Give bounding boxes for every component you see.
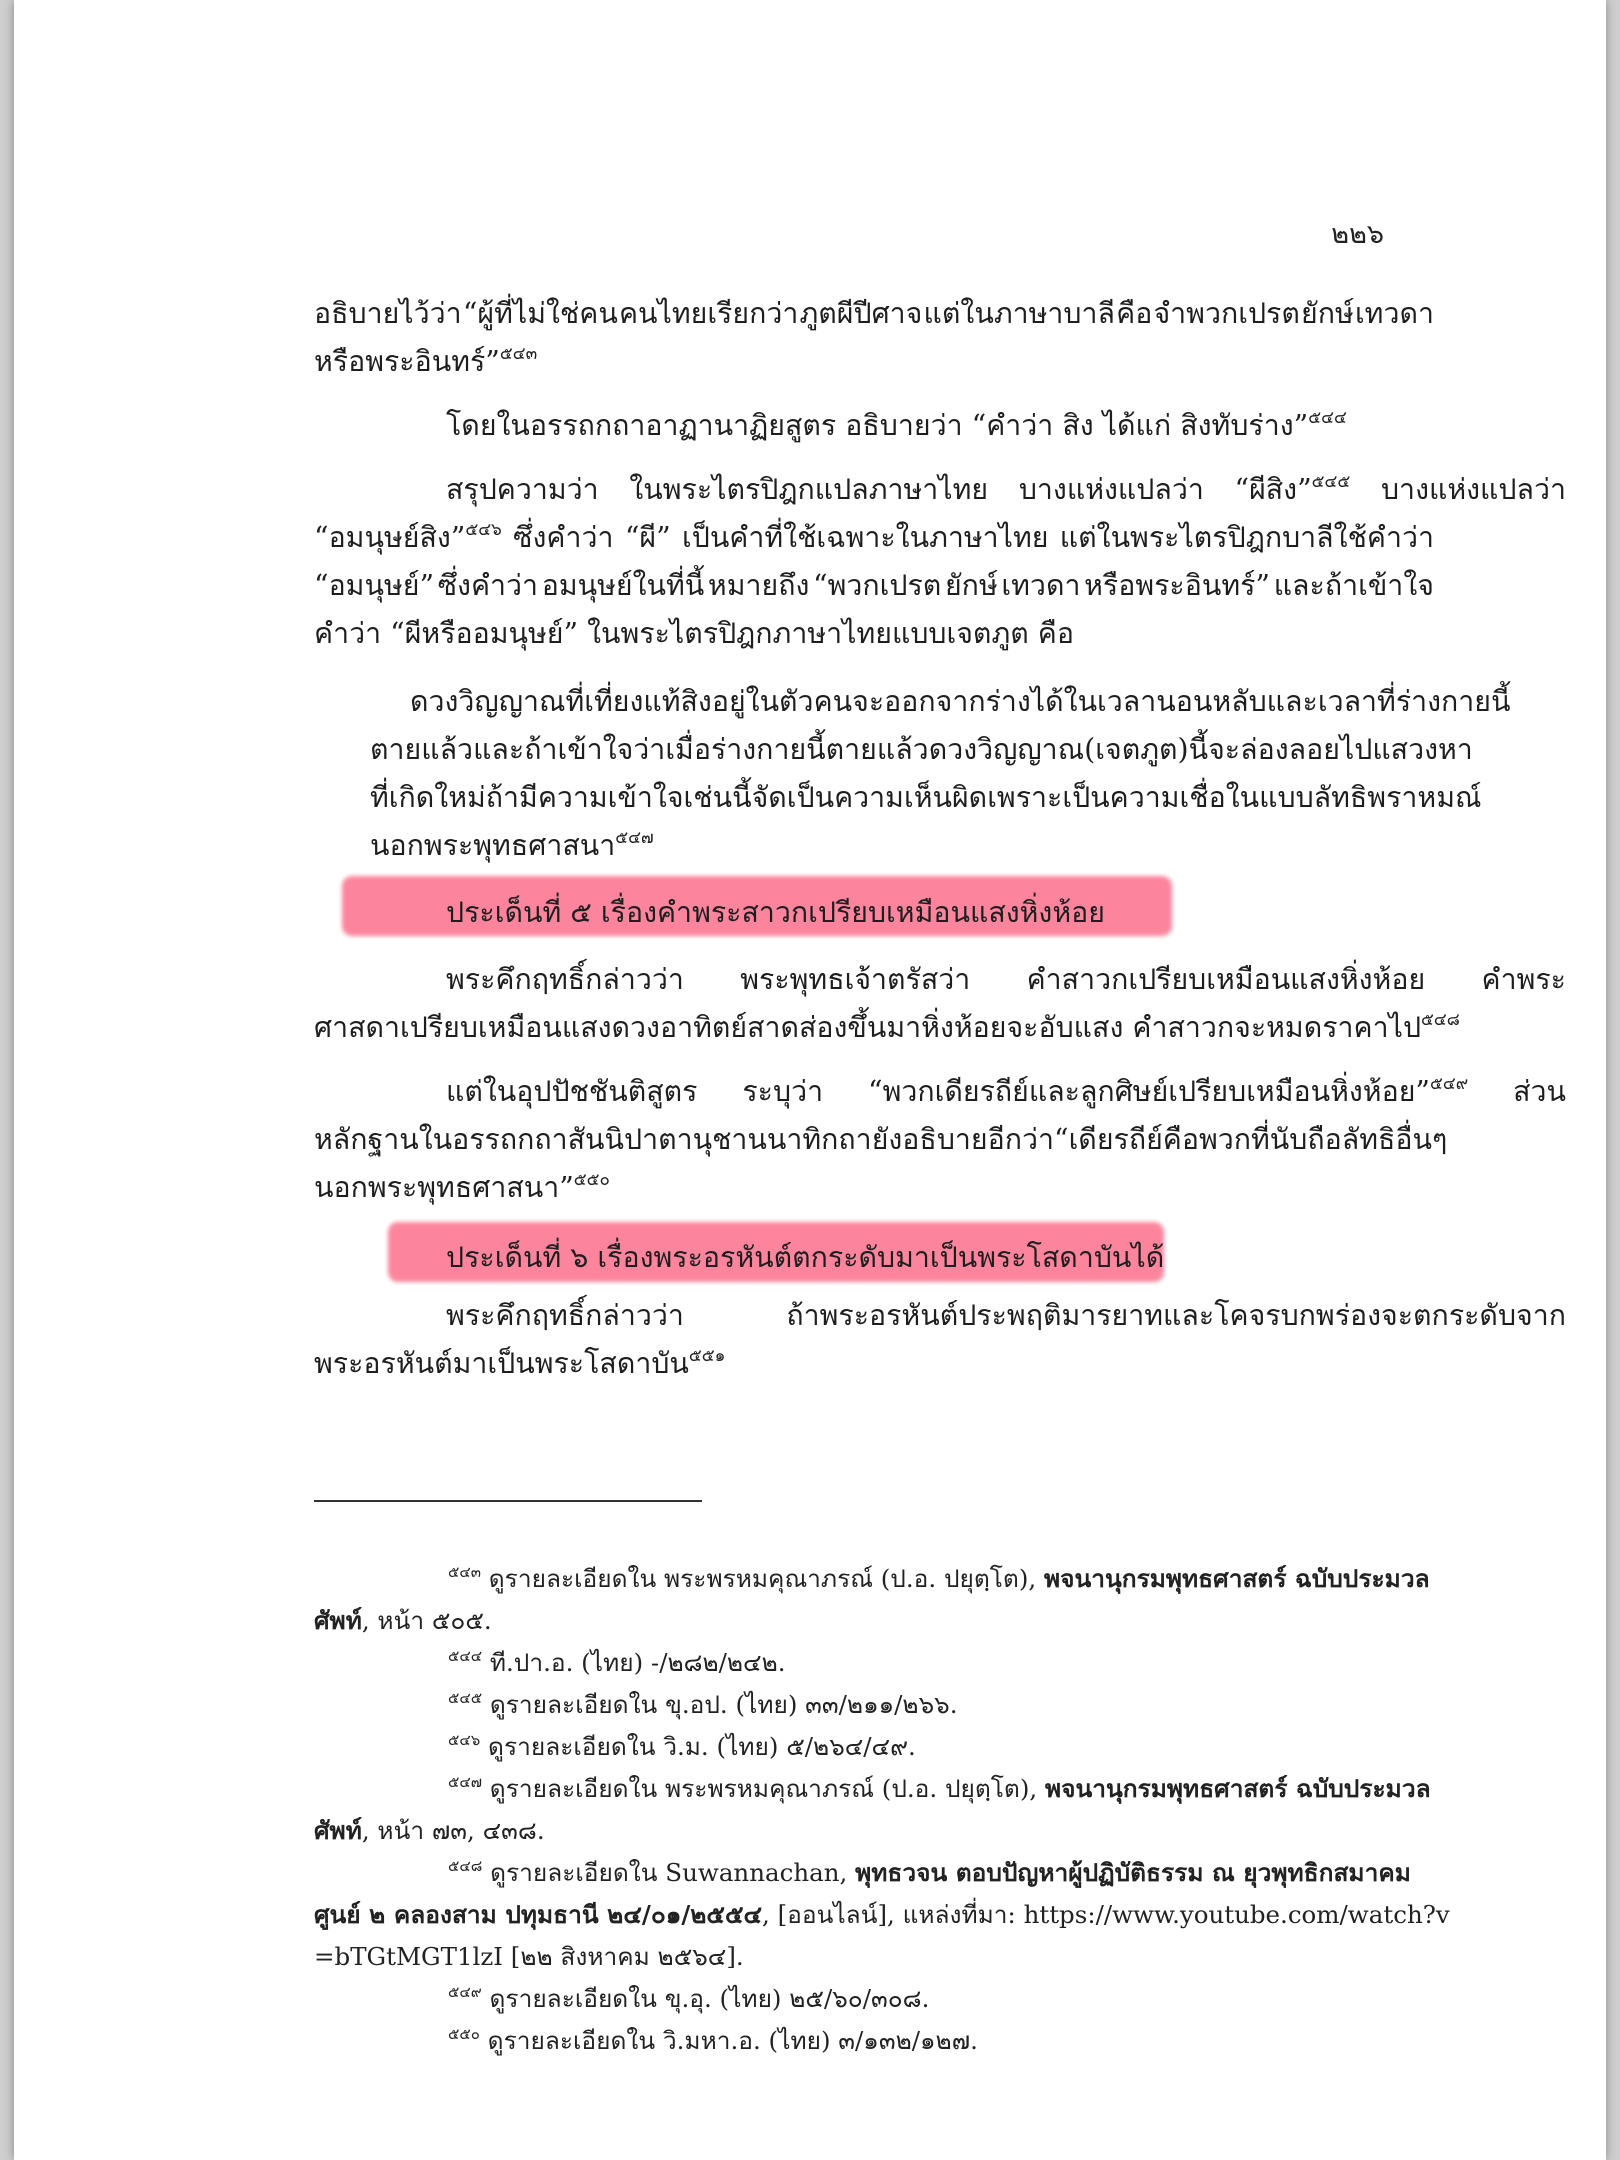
- section-heading-5: ประเด็นที่ ๕ เรื่องคำพระสาวกเปรียบเหมือนแสงหิ่งห้อย: [446, 896, 1105, 929]
- text-segment: หมายถึง: [707, 569, 810, 602]
- text-segment: ดูรายละเอียดใน Suwannachan,: [490, 1858, 848, 1887]
- page-number: ๒๒๖: [1331, 219, 1384, 250]
- text-segment: จะออกจากร่างได้ในเวลานอนหลับและเวลาที่ร่างกายนี้: [852, 685, 1511, 718]
- text-segment: นอกพระพุทธศาสนา”: [314, 1171, 574, 1204]
- text-segment: ซึ่งคำว่า: [437, 569, 539, 602]
- text-segment: พระคึกฤทธิ์กล่าวว่า: [446, 1299, 684, 1332]
- text-segment: ยักษ์: [1301, 297, 1354, 330]
- footnote-number: ๕๔๖: [448, 1731, 481, 1749]
- video-title: พุทธวจน ตอบปัญหาผู้ปฏิบัติธรรม ณ ยุวพุทธิกสมาคม: [855, 1858, 1411, 1887]
- text-segment: และถ้าเข้าใจ: [1273, 569, 1434, 602]
- text-segment: , หน้า ๗๓, ๔๓๘.: [361, 1816, 545, 1845]
- text-segment: ยังอธิบายอีกว่า: [871, 1123, 1054, 1156]
- text-segment: “ผู้ที่ไม่ใช่คน: [462, 297, 618, 330]
- block-quote-line-1: [370, 678, 1511, 726]
- text-segment: เพราะเป็นความเชื่อในแบบลัทธิพราหมณ์: [987, 781, 1482, 814]
- text-segment: ยักษ์: [944, 569, 998, 602]
- footnote-number: ๕๔๙: [448, 1983, 482, 2001]
- text-segment: และถ้าเข้าใจว่า: [473, 733, 666, 766]
- text-segment: เทวดา: [1354, 297, 1434, 330]
- book-title: พจนานุกรมพุทธศาสตร์ ฉบับประมวล: [1043, 1564, 1430, 1593]
- footnote-549: [314, 1978, 1568, 2020]
- footnote-ref[interactable]: ๕๔๗: [615, 828, 654, 848]
- source-link[interactable]: , [ออนไลน์], แหล่งที่มา: https://www.youtube.com/watch?v: [762, 1900, 1450, 1929]
- footnote-547: [314, 1768, 1568, 1810]
- text-segment: ดวงวิญญาณ: [928, 733, 1085, 766]
- text-segment: “ผีสิง”: [1234, 473, 1312, 506]
- footnote-ref[interactable]: ๕๔๘: [1421, 1010, 1460, 1030]
- book-title: พจนานุกรมพุทธศาสตร์ ฉบับประมวล: [1045, 1774, 1431, 1803]
- footnote-ref[interactable]: ๕๔๓: [499, 344, 538, 364]
- text-segment: ดวงวิญญาณที่เที่ยงแท้สิงอยู่ในตัวคน: [410, 685, 853, 718]
- text-segment: นี้จะล่องลอยไปแสวงหา: [1188, 733, 1473, 766]
- text-segment: คำว่า “ผีหรืออมนุษย์” ในพระไตรปิฎกภาษาไทยแบบเจตภูต คือ: [314, 617, 1074, 650]
- text-segment: โดยในอรรถกถาอาฏานาฏิยสูตร อธิบายว่า “คำว่า สิง ได้แก่ สิงทับร่าง”: [446, 409, 1309, 442]
- footnote-number: ๕๔๘: [448, 1857, 483, 1875]
- text-segment: , หน้า ๕๐๕.: [361, 1606, 492, 1635]
- text-segment: ภูตผีปีศาจ: [799, 297, 923, 330]
- video-title: ศูนย์ ๒ คลองสาม ปทุมธานี ๒๔/๐๑/๒๕๕๔: [314, 1900, 763, 1929]
- footnote-ref[interactable]: ๕๔๖: [465, 520, 502, 540]
- paragraph-3-line-1: [314, 466, 1566, 514]
- text-segment: เมื่อร่างกายนี้ตายแล้ว: [665, 733, 929, 766]
- text-segment: อมนุษย์ในที่นี้: [541, 569, 705, 602]
- text-segment: จำพวกเปรต: [1153, 297, 1300, 330]
- footnote-ref[interactable]: ๕๕๐: [573, 1170, 610, 1190]
- text-segment: ถ้าพระอรหันต์ประพฤติมารยาทและโคจรบกพร่องจะตกระดับจาก: [786, 1299, 1566, 1332]
- text-segment: ที.ปา.อ. (ไทย) -/๒๘๒/๒๔๒.: [489, 1648, 786, 1677]
- text-segment: ดูรายละเอียดใน ขุ.อป. (ไทย) ๓๓/๒๑๑/๒๖๖.: [489, 1690, 958, 1719]
- text-segment: ซึ่งคำว่า: [513, 521, 614, 554]
- footnote-546: [314, 1726, 1568, 1768]
- paragraph-6-line-2: [314, 1340, 1434, 1388]
- text-segment: นอกพระพุทธศาสนา: [370, 829, 616, 862]
- paragraph-5-line-3: [314, 1164, 1434, 1212]
- footnote-ref[interactable]: ๕๔๕: [1311, 472, 1351, 492]
- footnote-ref[interactable]: ๕๔๙: [1429, 1074, 1469, 1094]
- book-title: ศัพท์: [314, 1606, 362, 1635]
- text-segment: ศาสดาเปรียบเหมือนแสงดวงอาทิตย์สาดส่องขึ้นมาหิ่งห้อยจะอับแสง คำสาวกจะหมดราคาไป: [314, 1011, 1422, 1044]
- book-title: ศัพท์: [314, 1816, 362, 1845]
- footnote-543-cont: [314, 1600, 1434, 1642]
- text-segment: “ผี”: [624, 521, 671, 554]
- text-segment: ดูรายละเอียดใน พระพรหมคุณาภรณ์ (ป.อ. ปยุตฺโต),: [489, 1774, 1038, 1803]
- paragraph-3-line-3: [314, 562, 1434, 610]
- text-segment: ระบุว่า: [742, 1075, 824, 1108]
- footnote-548: [314, 1852, 1568, 1894]
- text-segment: ถ้ามีความเข้าใจเช่นนี้จัดเป็นความเห็นผิด: [485, 781, 988, 814]
- block-quote-line-3: [370, 774, 1482, 822]
- text-segment: อธิบายไว้ว่า: [314, 297, 462, 330]
- footnote-548-cont: [314, 1894, 1450, 1936]
- footnote-548-cont-2: [314, 1936, 1434, 1978]
- text-segment: คำสาวกเปรียบเหมือนแสงหิ่งห้อย: [1026, 963, 1426, 996]
- text-segment: ดูรายละเอียดใน พระพรหมคุณาภรณ์ (ป.อ. ปยุตฺโต),: [488, 1564, 1037, 1593]
- text-segment: บางแห่งแปลว่า: [1380, 473, 1566, 506]
- paragraph-2: [314, 402, 1566, 450]
- footnote-544: [314, 1642, 1568, 1684]
- text-segment: ดูรายละเอียดใน วิ.ม. (ไทย) ๕/๒๖๔/๔๙.: [488, 1732, 916, 1761]
- text-segment: พระอรหันต์มาเป็นพระโสดาบัน: [314, 1347, 689, 1380]
- paragraph-5-line-1: [314, 1068, 1566, 1116]
- text-segment: คำพระ: [1481, 963, 1566, 996]
- text-segment: ในพระไตรปิฎกแปลภาษาไทย: [629, 473, 989, 506]
- footnote-number: ๕๔๗: [448, 1773, 482, 1791]
- footnote-ref[interactable]: ๕๕๑: [688, 1346, 726, 1366]
- text-segment: พระพุทธเจ้าตรัสว่า: [740, 963, 971, 996]
- text-segment: พระคึกฤทธิ์กล่าวว่า: [446, 963, 684, 996]
- text-segment: แต่ในอุปปัชชันติสูตร: [446, 1075, 698, 1108]
- text-segment: หรือพระอินทร์”: [1084, 569, 1271, 602]
- paragraph-3-line-4: [314, 610, 1434, 658]
- footnote-number: ๕๕๐: [448, 2025, 480, 2043]
- paragraph-1-line-2: [314, 338, 1434, 386]
- paragraph-6-line-1: [314, 1292, 1566, 1340]
- text-segment: ดูรายละเอียดใน ขุ.อุ. (ไทย) ๒๕/๖๐/๓๐๘.: [489, 1984, 930, 2013]
- footnote-number: ๕๔๓: [448, 1563, 481, 1581]
- text-segment: แต่ในภาษาบาลี: [923, 297, 1115, 330]
- text-segment: “อมนุษย์”: [314, 569, 435, 602]
- text-segment: หรือพระอินทร์”: [314, 345, 500, 378]
- text-segment: “อมนุษย์สิง”: [314, 521, 466, 554]
- source-link[interactable]: =bTGtMGT1lzI [๒๒ สิงหาคม ๒๕๖๔].: [314, 1942, 744, 1971]
- text-segment: ส่วน: [1513, 1075, 1566, 1108]
- text-segment: เป็นคำที่ใช้เฉพาะในภาษาไทย: [681, 521, 1049, 554]
- document-page: [14, 0, 1606, 2160]
- text-segment: “เดียรถีย์คือพวกที่นับถือลัทธิอื่น: [1054, 1123, 1432, 1156]
- footnote-550: [314, 2020, 1568, 2062]
- text-segment: “พวกเปรต: [813, 569, 942, 602]
- paragraph-3-line-2: [314, 514, 1434, 562]
- footnote-number: ๕๔๕: [448, 1689, 483, 1707]
- text-segment: คือ: [1116, 297, 1153, 330]
- text-segment: (เจตภูต): [1084, 733, 1189, 766]
- footnote-547-cont: [314, 1810, 1434, 1852]
- block-quote-line-2: [370, 726, 1473, 774]
- block-quote-line-4: [370, 822, 1434, 870]
- text-segment: ตายแล้ว: [370, 733, 474, 766]
- paragraph-5-line-2: [314, 1116, 1448, 1164]
- text-segment: สรุปความว่า: [446, 473, 599, 506]
- footnote-ref[interactable]: ๕๔๔: [1308, 408, 1347, 428]
- text-segment: แต่ในพระไตรปิฎกบาลีใช้คำว่า: [1059, 521, 1434, 554]
- text-segment: ที่เกิดใหม่: [370, 781, 486, 814]
- footnote-number: ๕๔๔: [448, 1647, 483, 1665]
- text-segment: บางแห่งแปลว่า: [1018, 473, 1204, 506]
- text-segment: เทวดา: [1001, 569, 1081, 602]
- footnote-543: [314, 1558, 1568, 1600]
- paragraph-4-line-1: [314, 956, 1566, 1004]
- section-heading-6: ประเด็นที่ ๖ เรื่องพระอรหันต์ตกระดับมาเป็นพระโสดาบันได้: [446, 1241, 1165, 1274]
- text-segment: “พวกเดียรถีย์และลูกศิษย์เปรียบเหมือนหิ่งห้อย”: [868, 1075, 1430, 1108]
- paragraph-1-line-1: [314, 290, 1434, 338]
- footnote-separator: [314, 1500, 702, 1502]
- text-segment: ดูรายละเอียดใน วิ.มหา.อ. (ไทย) ๓/๑๓๒/๑๒๗.: [487, 2026, 978, 2055]
- footnote-545: [314, 1684, 1568, 1726]
- text-segment: หลักฐานในอรรถกถาสันนิปาตานุชานนาทิกถา: [314, 1123, 872, 1156]
- text-segment: คนไทยเรียกว่า: [618, 297, 799, 330]
- paragraph-4-line-2: [314, 1004, 1460, 1052]
- text-segment: ๆ: [1432, 1123, 1448, 1156]
